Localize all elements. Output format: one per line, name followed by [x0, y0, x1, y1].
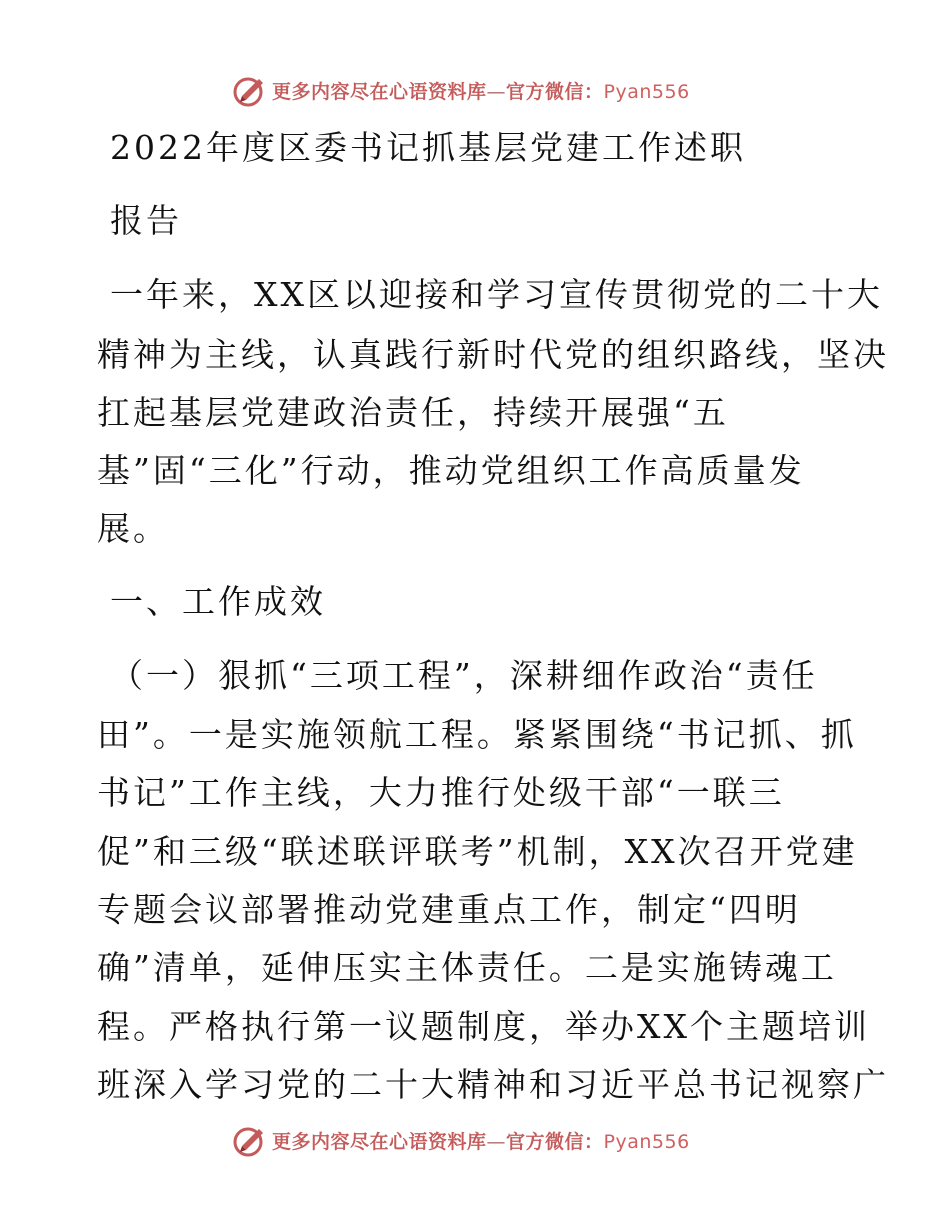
- body-line: 确”清单，延伸压实主体责任。二是实施铸魂工: [97, 948, 837, 987]
- watermark-text: [272, 77, 690, 104]
- watermark-wechat-label: 官方微信：: [506, 1130, 604, 1153]
- document-title-line-1: 2022年度区委书记抓基层党建工作述职: [110, 128, 746, 167]
- body-line: 田”。一是实施领航工程。紧紧围绕“书记抓、抓: [97, 715, 857, 754]
- watermark-wechat-id: Pyan556: [603, 80, 690, 103]
- watermark-banner-bottom: [232, 1120, 690, 1160]
- watermark-text: [272, 1127, 690, 1154]
- pen-logo-icon: [232, 1122, 268, 1158]
- watermark-wechat-id: Pyan556: [603, 1130, 690, 1153]
- section-heading: 一、工作成效: [110, 582, 326, 621]
- body-line: 专题会议部署推动党建重点工作，制定“四明: [97, 890, 801, 929]
- intro-line: 基”固“三化”行动，推动党组织工作高质量发: [97, 451, 805, 490]
- intro-line: 精神为主线，认真践行新时代党的组织路线，坚决: [97, 335, 889, 374]
- watermark-separator: —: [486, 1130, 507, 1153]
- intro-line: 扛起基层党建政治责任，持续开展强“五: [97, 393, 729, 432]
- document-title-line-2: 报告: [110, 201, 182, 240]
- pen-logo-icon: [232, 72, 268, 108]
- watermark-label: 更多内容尽在心语资料库: [272, 1130, 487, 1153]
- body-line: 促”和三级“联述联评联考”机制，XX次召开党建: [97, 832, 858, 871]
- watermark-label: 更多内容尽在心语资料库: [272, 80, 487, 103]
- body-line: 班深入学习党的二十大精神和习近平总书记视察广: [97, 1065, 889, 1104]
- watermark-wechat-label: 官方微信：: [506, 80, 604, 103]
- body-line: 书记”工作主线，大力推行处级干部“一联三: [97, 773, 785, 812]
- watermark-banner-top: [232, 70, 690, 110]
- body-line: 程。严格执行第一议题制度，举办XX个主题培训: [97, 1007, 870, 1046]
- intro-line: 一年来，XX区以迎接和学习宣传贯彻党的二十大: [110, 275, 883, 314]
- intro-line: 展。: [97, 509, 169, 548]
- watermark-separator: —: [486, 80, 507, 103]
- body-line: （一）狠抓“三项工程”，深耕细作政治“责任: [110, 656, 818, 695]
